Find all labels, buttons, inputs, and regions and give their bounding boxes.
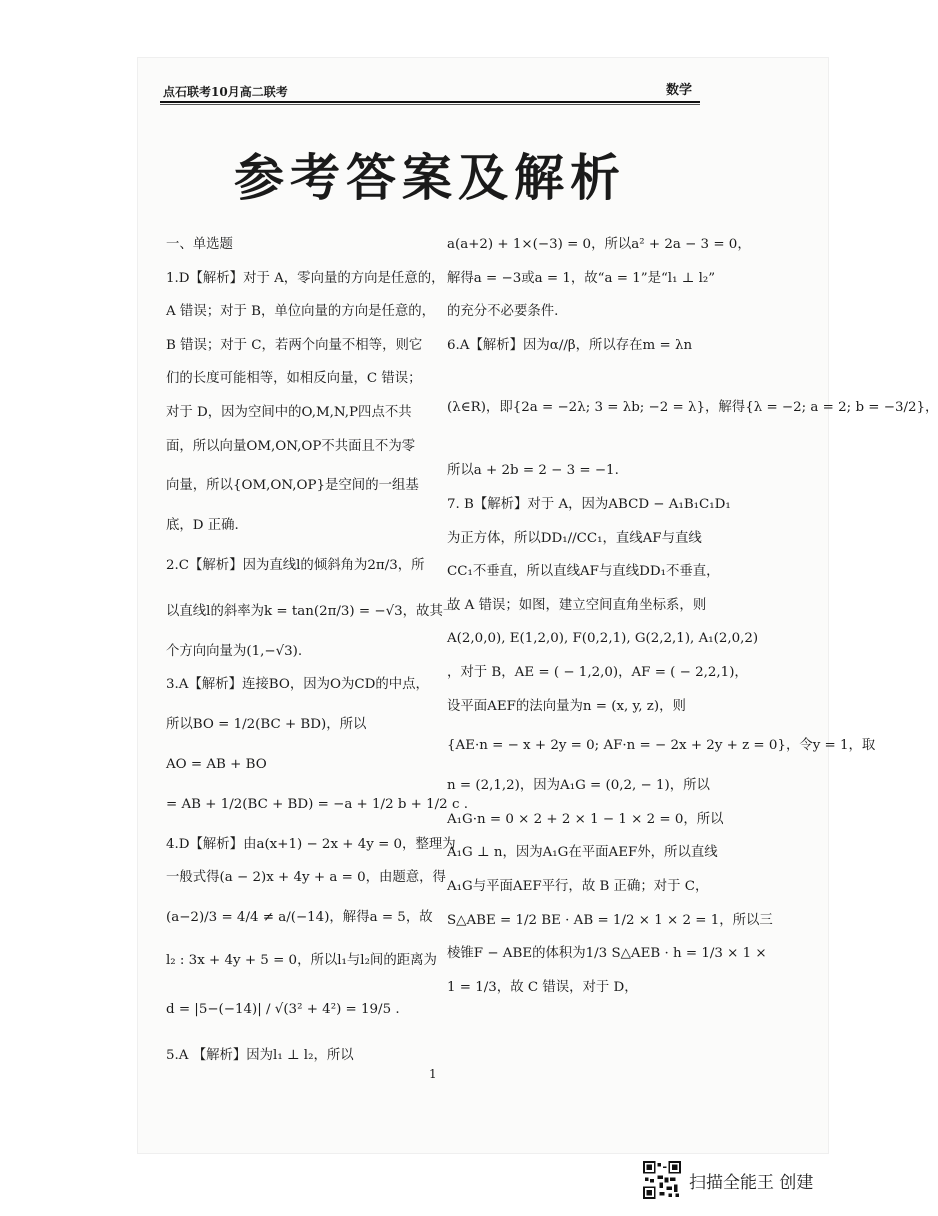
header-rule — [160, 101, 700, 103]
answer-line: d = |5−(−14)| / √(3² + 4²) = 19/5 . — [166, 1001, 400, 1017]
answer-line: A₁G与平面AEF平行，故 B 正确；对于 C， — [447, 878, 709, 894]
answer-line: 5.A 【解析】因为l₁ ⊥ l₂，所以 — [166, 1047, 354, 1063]
scanner-credit-text: 扫描全能王 创建 — [689, 1172, 814, 1193]
answer-line: AO = AB + BO — [166, 756, 267, 772]
answer-line: 棱锥F − ABE的体积为1/3 S△AEB · h = 1/3 × 1 × — [447, 946, 767, 962]
answer-line: n = (2,1,2)，因为A₁G = (0,2, − 1)，所以 — [447, 778, 710, 794]
answer-line: 的充分不必要条件. — [447, 304, 559, 320]
answer-line: A(2,0,0), E(1,2,0), F(0,2,1), G(2,2,1), A₁(2,0,2) — [447, 631, 759, 647]
answer-line: S△ABE = 1/2 BE · AB = 1/2 × 1 × 2 = 1，所以三 — [447, 912, 773, 928]
answer-line: A₁G ⊥ n，因为A₁G在平面AEF外，所以直线 — [447, 845, 718, 861]
answer-line: 一般式得(a − 2)x + 4y + a = 0，由题意，得 — [166, 870, 446, 886]
answer-line: 4.D【解析】由a(x+1) − 2x + 4y = 0，整理为 — [166, 836, 456, 852]
answer-line: 面，所以向量OM,ON,OP不共面且不为零 — [166, 438, 416, 454]
answer-line: 解得a = −3或a = 1，故“a = 1”是“l₁ ⊥ l₂” — [447, 270, 716, 286]
answer-line: l₂ : 3x + 4y + 5 = 0，所以l₁与l₂间的距离为 — [166, 952, 437, 968]
header-exam-name: 点石联考10月高二联考 — [163, 85, 288, 99]
answer-line: = AB + 1/2(BC + BD) = −a + 1/2 b + 1/2 c . — [166, 796, 468, 812]
answer-line: 以直线l的斜率为k = tan(2π/3) = −√3，故其一 — [166, 603, 457, 619]
left-column — [166, 228, 468, 1072]
answer-line: 为正方体，所以DD₁//CC₁，直线AF与直线 — [447, 530, 702, 546]
answer-line: a(a+2) + 1×(−3) = 0，所以a² + 2a − 3 = 0， — [447, 237, 751, 252]
answer-line: 底，D 正确. — [166, 518, 239, 534]
section-heading: 一、单选题 — [166, 237, 233, 252]
answer-line: 6.A【解析】因为α//β，所以存在m = λn — [447, 337, 693, 353]
answer-line: 们的长度可能相等，如相反向量，C 错误； — [166, 371, 422, 387]
answer-line: ，对于 B，AE = ( − 1,2,0)，AF = ( − 2,2,1)， — [447, 664, 748, 680]
header-subject: 数学 — [666, 83, 693, 98]
answer-line: 个方向向量为(1,−√3). — [166, 643, 303, 659]
answer-line: 故 A 错误；如图，建立空间直角坐标系，则 — [447, 597, 707, 613]
answer-line: 设平面AEF的法向量为n = (x, y, z)，则 — [447, 698, 686, 714]
answer-line: 所以a + 2b = 2 − 3 = −1. — [447, 463, 619, 479]
qr-code-icon — [643, 1161, 681, 1199]
answer-line: 1 = 1/3，故 C 错误，对于 D， — [447, 979, 638, 995]
answer-line: A 错误；对于 B，单位向量的方向是任意的， — [166, 304, 436, 320]
page-title: 参考答案及解析 — [234, 149, 626, 207]
answer-line: 向量，所以{OM,ON,OP}是空间的一组基 — [166, 478, 419, 494]
answer-line: 对于 D，因为空间中的O,M,N,P四点不共 — [166, 404, 412, 420]
answer-line: A₁G·n = 0 × 2 + 2 × 1 − 1 × 2 = 0，所以 — [447, 811, 724, 827]
answer-line: 所以BO = 1/2(BC + BD)，所以 — [166, 716, 367, 732]
answer-line: 2.C【解析】因为直线l的倾斜角为2π/3，所 — [166, 557, 425, 573]
answer-line: B 错误；对于 C，若两个向量不相等，则它 — [166, 337, 423, 353]
page-number: 1 — [429, 1067, 437, 1081]
header-rule-thin — [160, 104, 700, 105]
answer-line: 7. B【解析】对于 A，因为ABCD − A₁B₁C₁D₁ — [447, 496, 731, 512]
answer-line: CC₁不垂直，所以直线AF与直线DD₁不垂直， — [447, 564, 720, 580]
answer-line: {AE·n = − x + 2y = 0; AF·n = − 2x + 2y + z = 0}，令y = 1，取 — [447, 738, 876, 754]
answer-line: (a−2)/3 = 4/4 ≠ a/(−14)，解得a = 5，故 — [166, 909, 433, 925]
right-column — [447, 228, 938, 1004]
answer-line: 3.A【解析】连接BO，因为O为CD的中点， — [166, 677, 429, 693]
scanner-watermark — [643, 1160, 813, 1200]
answer-line: (λ∈R)，即{2a = −2λ; 3 = λb; −2 = λ}，解得{λ = −2; a = 2; b = −3/2}， — [447, 400, 938, 416]
answer-line: 1.D【解析】对于 A，零向量的方向是任意的， — [166, 270, 445, 286]
